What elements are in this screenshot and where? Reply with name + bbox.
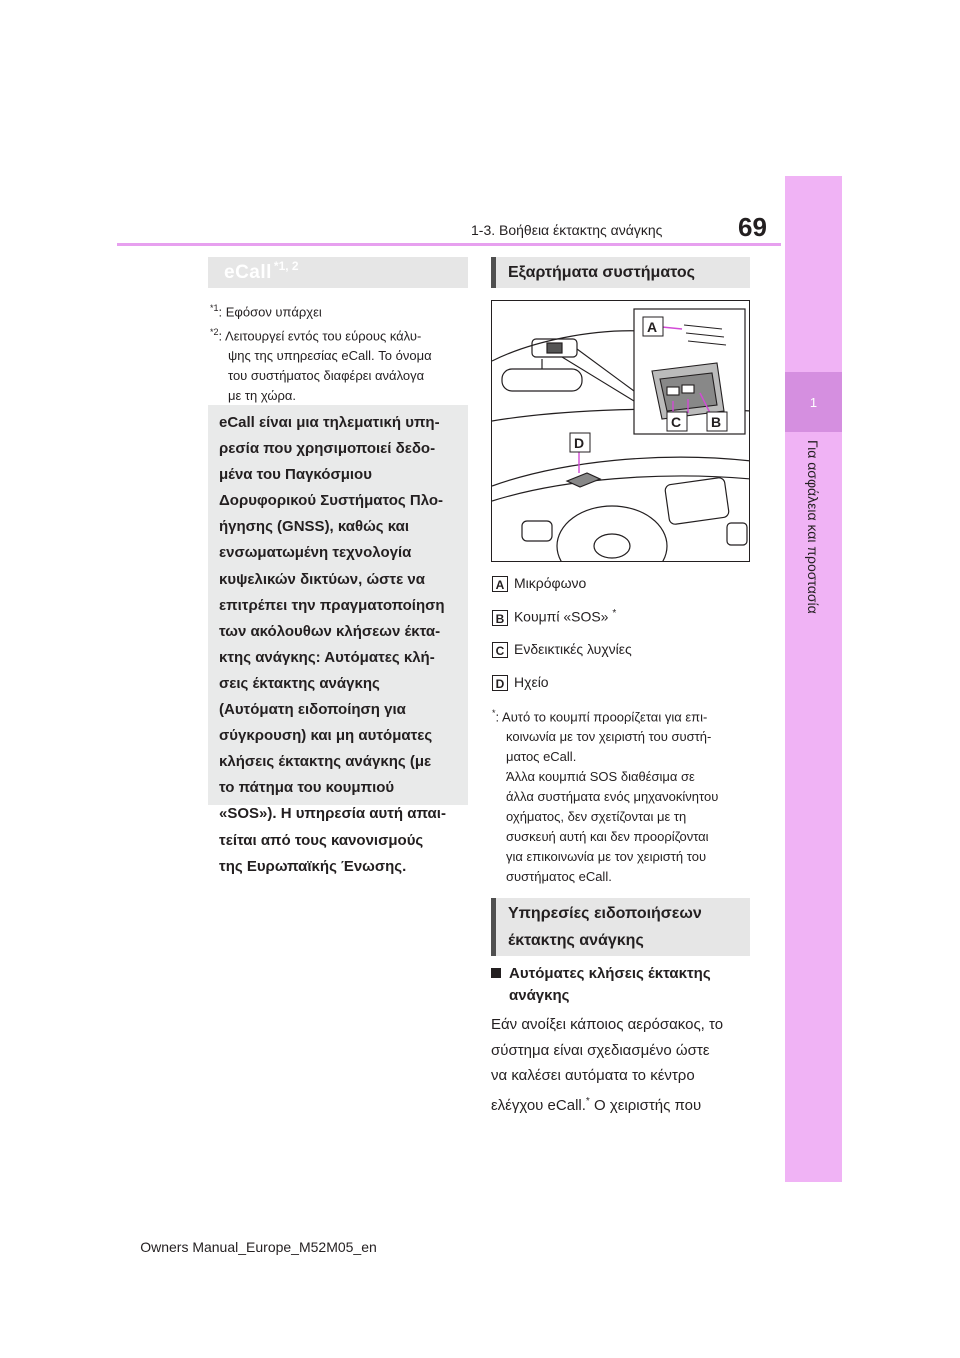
- info-line: «SOS»). Η υπηρεσία αυτή απαι-: [219, 805, 446, 823]
- footnote-1-text: : Εφόσον υπάρχει: [218, 304, 322, 320]
- body-line: σύστημα είναι σχεδιασμένο ώστε: [491, 1041, 710, 1059]
- body-text: [491, 1012, 761, 1118]
- footnote-1-mark: *1: [210, 303, 219, 313]
- body-line: Ο χειριστής που: [589, 1096, 702, 1114]
- legend-key: C: [492, 642, 508, 658]
- legend-key: A: [492, 576, 508, 592]
- footnote-2-line: ψης της υπηρεσίας eCall. Το όνομα: [228, 348, 432, 364]
- info-line: (Αυτόματη ειδοποίηση για: [219, 701, 406, 719]
- info-line: κλήσεις έκτακτης ανάγκης (με: [219, 753, 432, 771]
- header-rule: [117, 243, 781, 246]
- legend-item-d: [492, 674, 549, 691]
- sos-note-line: για επικοινωνία με τον χειριστή του: [506, 849, 707, 865]
- sos-note: [492, 703, 762, 887]
- sos-note-mark: *: [492, 708, 496, 718]
- info-line: σύγκρουση) και μη αυτόματες: [219, 727, 433, 745]
- sos-note-line: κοινωνία με τον χειριστή του συστή-: [506, 729, 712, 745]
- info-line: μένα του Παγκόσμιου: [219, 466, 372, 484]
- diagram-label-d: D: [574, 435, 585, 451]
- info-line: κτης ανάγκης: Αυτόματες κλή-: [219, 648, 435, 666]
- ecall-heading: [208, 257, 468, 288]
- sos-note-line: οχήματος, δεν σχετίζονται με τη: [506, 809, 687, 825]
- legend-key: B: [492, 610, 508, 626]
- subheading-line: Αυτόματες κλήσεις έκτακτης: [509, 965, 711, 982]
- footnote-2-line: με τη χώρα.: [228, 388, 297, 404]
- chapter-label-text: Για ασφάλεια και προστασία: [805, 440, 821, 614]
- footnote-1: [210, 298, 468, 322]
- info-line: Δορυφορικού Συστήματος Πλο-: [219, 492, 444, 510]
- body-line: να καλέσει αυτόματα το κέντρο: [491, 1067, 695, 1084]
- components-heading: Εξαρτήματα συστήματος: [491, 257, 750, 288]
- legend-text: Ενδεικτικές λυχνίες: [514, 641, 632, 657]
- services-heading-line: έκτακτης ανάγκης: [508, 932, 644, 949]
- diagram-label-a: A: [647, 319, 658, 335]
- footer: Owners Manual_Europe_M52M05_en: [140, 1239, 377, 1255]
- info-line: ρεσία που χρησιμοποιεί δεδο-: [219, 440, 436, 458]
- services-heading: [491, 898, 750, 956]
- section-title: 1-3. Βοήθεια έκτακτης ανάγκης: [471, 222, 663, 238]
- sos-note-line: Άλλα κουμπιά SOS διαθέσιμα σε: [506, 769, 695, 785]
- footnote-2-mark: *2: [210, 327, 219, 337]
- info-text: [219, 410, 465, 880]
- info-line: επιτρέπει την πραγματοποίηση: [219, 596, 445, 614]
- sos-note-line: ματος eCall.: [506, 749, 577, 765]
- services-heading-line: Υπηρεσίες ειδοποιήσεων: [508, 905, 702, 922]
- square-bullet-icon: [491, 968, 501, 978]
- body-star: *: [585, 1095, 590, 1107]
- subheading: [491, 963, 761, 1007]
- legend-star: *: [612, 608, 617, 619]
- legend-key: D: [492, 675, 508, 691]
- ecall-heading-title: eCall: [224, 261, 272, 283]
- legend-text: Ηχείο: [514, 674, 549, 690]
- sos-note-line: συστήματος eCall.: [506, 869, 612, 885]
- footnote-2-line: : Λειτουργεί εντός του εύρους κάλυ-: [218, 328, 422, 344]
- info-line: ήγησης (GNSS), καθώς και: [219, 518, 409, 536]
- footnote-2: [210, 322, 468, 406]
- info-line: eCall είναι μια τηλεματική υπη-: [219, 414, 440, 431]
- diagram-label-b: B: [711, 414, 722, 430]
- legend-item-a: [492, 575, 586, 592]
- info-line: το πάτημα του κουμπιού: [219, 779, 395, 797]
- info-line: ενσωματωμένη τεχνολογία: [219, 544, 412, 562]
- chapter-number: 1: [785, 372, 842, 432]
- legend-item-c: [492, 641, 632, 658]
- chapter-label: [785, 440, 842, 740]
- legend-item-b: [492, 608, 616, 626]
- info-line: των ακόλουθων κλήσεων έκτα-: [219, 622, 441, 640]
- diagram-label-c: C: [671, 414, 682, 430]
- subheading-line: ανάγκης: [509, 987, 570, 1004]
- sos-note-line: άλλα συστήματα ενός μηχανοκίνητου: [506, 789, 719, 805]
- legend-text: Μικρόφωνο: [514, 575, 587, 591]
- legend-text: Κουμπί «SOS»: [514, 608, 609, 625]
- dashboard-illustration: [492, 301, 750, 562]
- info-line: τείται από τους κανονισμούς: [219, 831, 424, 849]
- info-line: της Ευρωπαϊκής Ένωσης.: [219, 857, 407, 875]
- sos-note-line: συσκευή αυτή και δεν προορίζονται: [506, 829, 709, 845]
- footnote-2-line: του συστήματος διαφέρει ανάλογα: [228, 368, 425, 384]
- components-diagram: [491, 300, 750, 562]
- body-line: ελέγχου eCall.: [491, 1096, 586, 1114]
- info-line: κυψελικών δικτύων, ώστε να: [219, 570, 425, 588]
- ecall-heading-sup: *1, 2: [273, 258, 299, 273]
- info-line: σεις έκτακτης ανάγκης: [219, 674, 380, 692]
- sos-note-line: : Αυτό το κουμπί προορίζεται για επι-: [495, 709, 708, 725]
- body-line: Εάν ανοίξει κάποιος αερόσακος, το: [491, 1016, 724, 1033]
- page-number: 69: [738, 212, 767, 242]
